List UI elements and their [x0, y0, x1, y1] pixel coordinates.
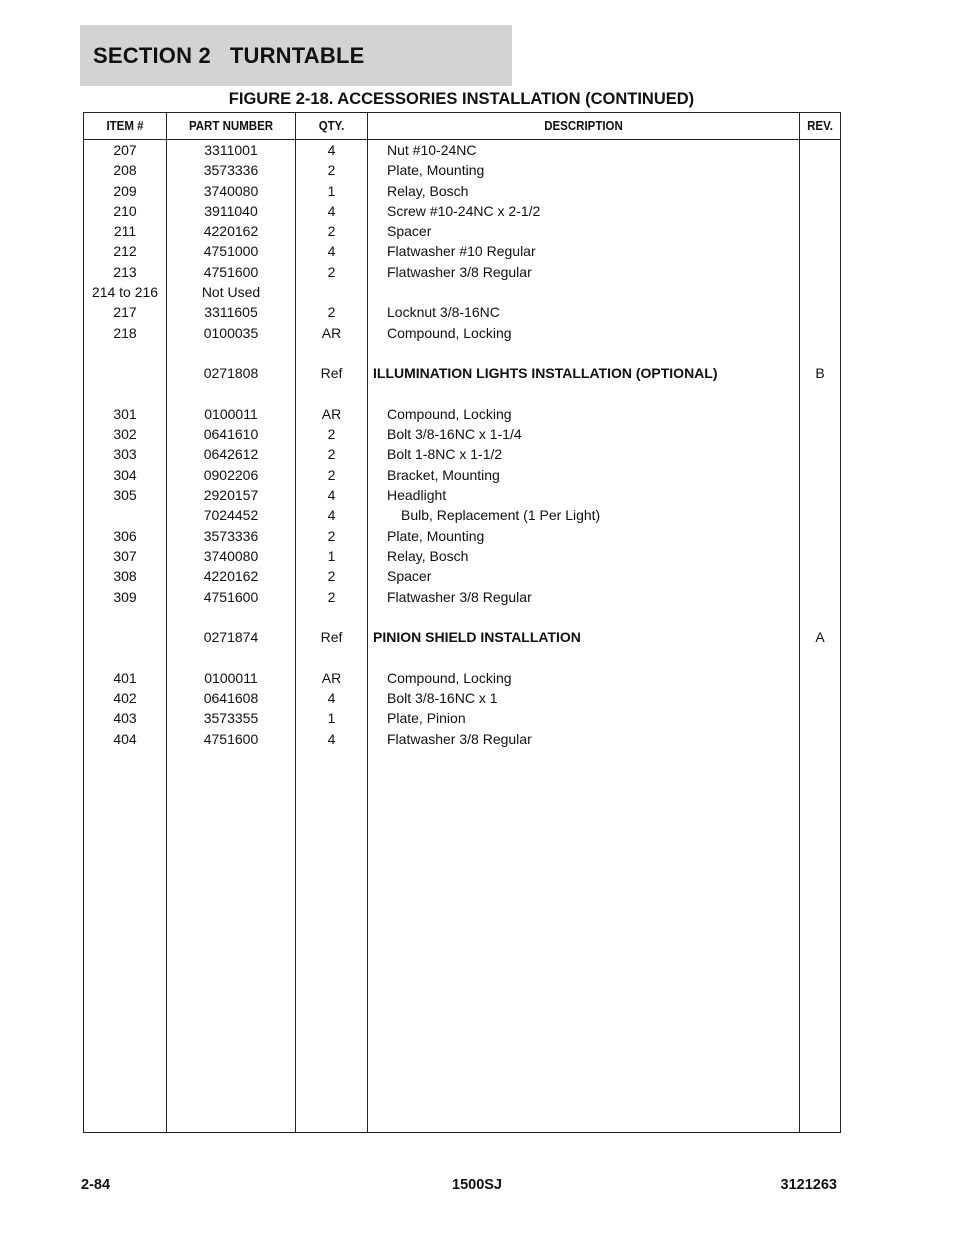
item-cell: 212: [113, 243, 137, 260]
description-cell: Relay, Bosch: [387, 182, 469, 199]
item-cell: 402: [113, 690, 137, 707]
description-cell: Screw #10-24NC x 2-1/2: [387, 202, 541, 219]
model-name: 1500SJ: [452, 1177, 502, 1193]
part-number-cell: 0642612: [203, 446, 259, 463]
qty-cell: Ref: [320, 629, 343, 646]
description-cell: Relay, Bosch: [387, 547, 469, 564]
header-item: ITEM #: [106, 119, 144, 133]
table-row: [84, 627, 840, 647]
description-cell: Bulb, Replacement (1 Per Light): [401, 507, 601, 524]
part-number-cell: 0100035: [203, 324, 259, 341]
qty-cell: 2: [327, 466, 336, 483]
description-cell: Bolt 3/8-16NC x 1: [387, 690, 498, 707]
part-number-cell: Not Used: [201, 284, 261, 301]
part-number-cell: 0271808: [203, 365, 259, 382]
item-cell: 403: [113, 710, 137, 727]
part-number-cell: 4751600: [203, 263, 259, 280]
table-row: [84, 485, 840, 505]
qty-cell: 2: [327, 263, 336, 280]
description-cell: Bolt 3/8-16NC x 1-1/4: [387, 426, 522, 443]
table-row: [84, 404, 840, 424]
qty-cell: 2: [327, 568, 336, 585]
part-number-cell: 2920157: [203, 487, 259, 504]
part-number-cell: 0271874: [203, 629, 259, 646]
table-row: [84, 546, 840, 566]
item-cell: 211: [113, 223, 137, 240]
part-number-cell: 3573336: [203, 527, 259, 544]
table-row: [84, 323, 840, 343]
qty-cell: 2: [327, 304, 336, 321]
table-body: [84, 140, 840, 749]
table-row: [84, 505, 840, 525]
table-row: [84, 363, 840, 383]
part-number-cell: 0641608: [203, 690, 259, 707]
item-cell: 218: [113, 324, 137, 341]
item-cell: 207: [113, 142, 137, 158]
item-cell: 217: [113, 304, 137, 321]
table-row: [84, 465, 840, 485]
parts-table: [83, 112, 841, 1133]
item-cell: 209: [113, 182, 137, 199]
section-title: SECTION 2 TURNTABLE: [93, 42, 365, 68]
description-cell: Compound, Locking: [387, 324, 512, 341]
item-cell: 307: [113, 547, 137, 564]
table-row: [84, 241, 840, 261]
part-number-cell: 3573355: [203, 710, 259, 727]
spacer-row: [84, 384, 840, 404]
item-cell: 208: [113, 162, 137, 179]
rev-cell: B: [815, 365, 825, 382]
qty-cell: 4: [327, 142, 336, 158]
description-cell: Headlight: [387, 487, 447, 504]
item-cell: 308: [113, 568, 137, 585]
table-row: [84, 282, 840, 302]
item-cell: 404: [113, 730, 137, 747]
item-cell: 306: [113, 527, 137, 544]
item-cell: 305: [113, 487, 137, 504]
description-cell: Flatwasher 3/8 Regular: [387, 263, 532, 280]
part-number-cell: 4751000: [203, 243, 259, 260]
description-cell: Flatwasher #10 Regular: [387, 243, 536, 260]
item-cell: 213: [113, 263, 137, 280]
qty-cell: 1: [327, 547, 336, 564]
description-cell: Plate, Pinion: [387, 710, 466, 727]
table-row: [84, 201, 840, 221]
header-description: DESCRIPTION: [544, 119, 623, 133]
item-cell: 309: [113, 588, 137, 605]
part-number-cell: 3911040: [204, 202, 258, 219]
header-rev: REV.: [807, 119, 833, 133]
header-part-number: PART NUMBER: [188, 119, 274, 133]
table-row: [84, 302, 840, 322]
qty-cell: 4: [327, 730, 336, 747]
qty-cell: Ref: [320, 365, 343, 382]
item-cell: 214 to 216: [91, 284, 159, 301]
table-row: [84, 221, 840, 241]
part-number-cell: 4220162: [203, 223, 259, 240]
qty-cell: 4: [327, 507, 336, 524]
part-number-cell: 3740080: [203, 182, 259, 199]
part-number-cell: 4751600: [203, 588, 259, 605]
qty-cell: 2: [327, 446, 336, 463]
qty-cell: AR: [321, 669, 342, 686]
qty-cell: 4: [327, 487, 336, 504]
qty-cell: 2: [327, 527, 336, 544]
description-cell: Compound, Locking: [387, 405, 512, 422]
table-row: [84, 688, 840, 708]
figure-title: FIGURE 2-18. ACCESSORIES INSTALLATION (CONTINUED): [228, 90, 695, 108]
description-cell: Spacer: [387, 223, 432, 240]
qty-cell: 2: [327, 588, 336, 605]
item-cell: 401: [113, 669, 137, 686]
item-cell: 304: [113, 466, 137, 483]
part-number-cell: 3311605: [204, 304, 258, 321]
qty-cell: 4: [327, 690, 336, 707]
table-row: [84, 587, 840, 607]
header-qty: QTY.: [318, 119, 345, 133]
rev-cell: A: [815, 629, 825, 646]
description-cell: Plate, Mounting: [387, 162, 485, 179]
description-cell: Plate, Mounting: [387, 527, 485, 544]
item-cell: 301: [113, 405, 137, 422]
description-cell: ILLUMINATION LIGHTS INSTALLATION (OPTIONAL): [373, 365, 718, 382]
spacer-row: [84, 647, 840, 667]
item-cell: 210: [113, 202, 137, 219]
qty-cell: 2: [327, 162, 336, 179]
item-cell: 303: [113, 446, 137, 463]
part-number-cell: 7024452: [203, 507, 259, 524]
part-number-cell: 3740080: [203, 547, 259, 564]
description-cell: Bolt 1-8NC x 1-1/2: [387, 446, 503, 463]
description-cell: Compound, Locking: [387, 669, 512, 686]
qty-cell: AR: [321, 405, 342, 422]
part-number-cell: 0100011: [204, 669, 258, 686]
part-number-cell: 0100011: [204, 405, 258, 422]
table-row: [84, 181, 840, 201]
part-number-cell: 3573336: [203, 162, 259, 179]
part-number-cell: 4220162: [203, 568, 259, 585]
qty-cell: 1: [327, 182, 336, 199]
description-cell: PINION SHIELD INSTALLATION: [373, 629, 581, 646]
spacer-row: [84, 607, 840, 627]
qty-cell: 4: [327, 202, 336, 219]
qty-cell: 2: [327, 426, 336, 443]
part-number-cell: 0902206: [203, 466, 259, 483]
qty-cell: 2: [327, 223, 336, 240]
item-cell: 302: [113, 426, 137, 443]
spacer-row: [84, 343, 840, 363]
table-row: [84, 566, 840, 586]
document-number: 3121263: [780, 1177, 837, 1193]
table-row: [84, 708, 840, 728]
part-number-cell: 3311001: [204, 142, 258, 158]
part-number-cell: 0641610: [203, 426, 259, 443]
table-row: [84, 526, 840, 546]
table-row: [84, 444, 840, 464]
page-number: 2-84: [81, 1177, 111, 1193]
table-row: [84, 424, 840, 444]
table-row: [84, 668, 840, 688]
description-cell: Locknut 3/8-16NC: [387, 304, 500, 321]
description-cell: Bracket, Mounting: [387, 466, 500, 483]
table-row: [84, 262, 840, 282]
description-cell: Nut #10-24NC: [387, 142, 477, 158]
description-cell: Flatwasher 3/8 Regular: [387, 730, 532, 747]
description-cell: Flatwasher 3/8 Regular: [387, 588, 532, 605]
table-row: [84, 160, 840, 180]
qty-cell: 4: [327, 243, 336, 260]
table-row: [84, 729, 840, 749]
table-row: [84, 140, 840, 160]
qty-cell: AR: [321, 324, 342, 341]
description-cell: Spacer: [387, 568, 432, 585]
part-number-cell: 4751600: [203, 730, 259, 747]
qty-cell: 1: [327, 710, 336, 727]
section-header: [80, 25, 512, 86]
